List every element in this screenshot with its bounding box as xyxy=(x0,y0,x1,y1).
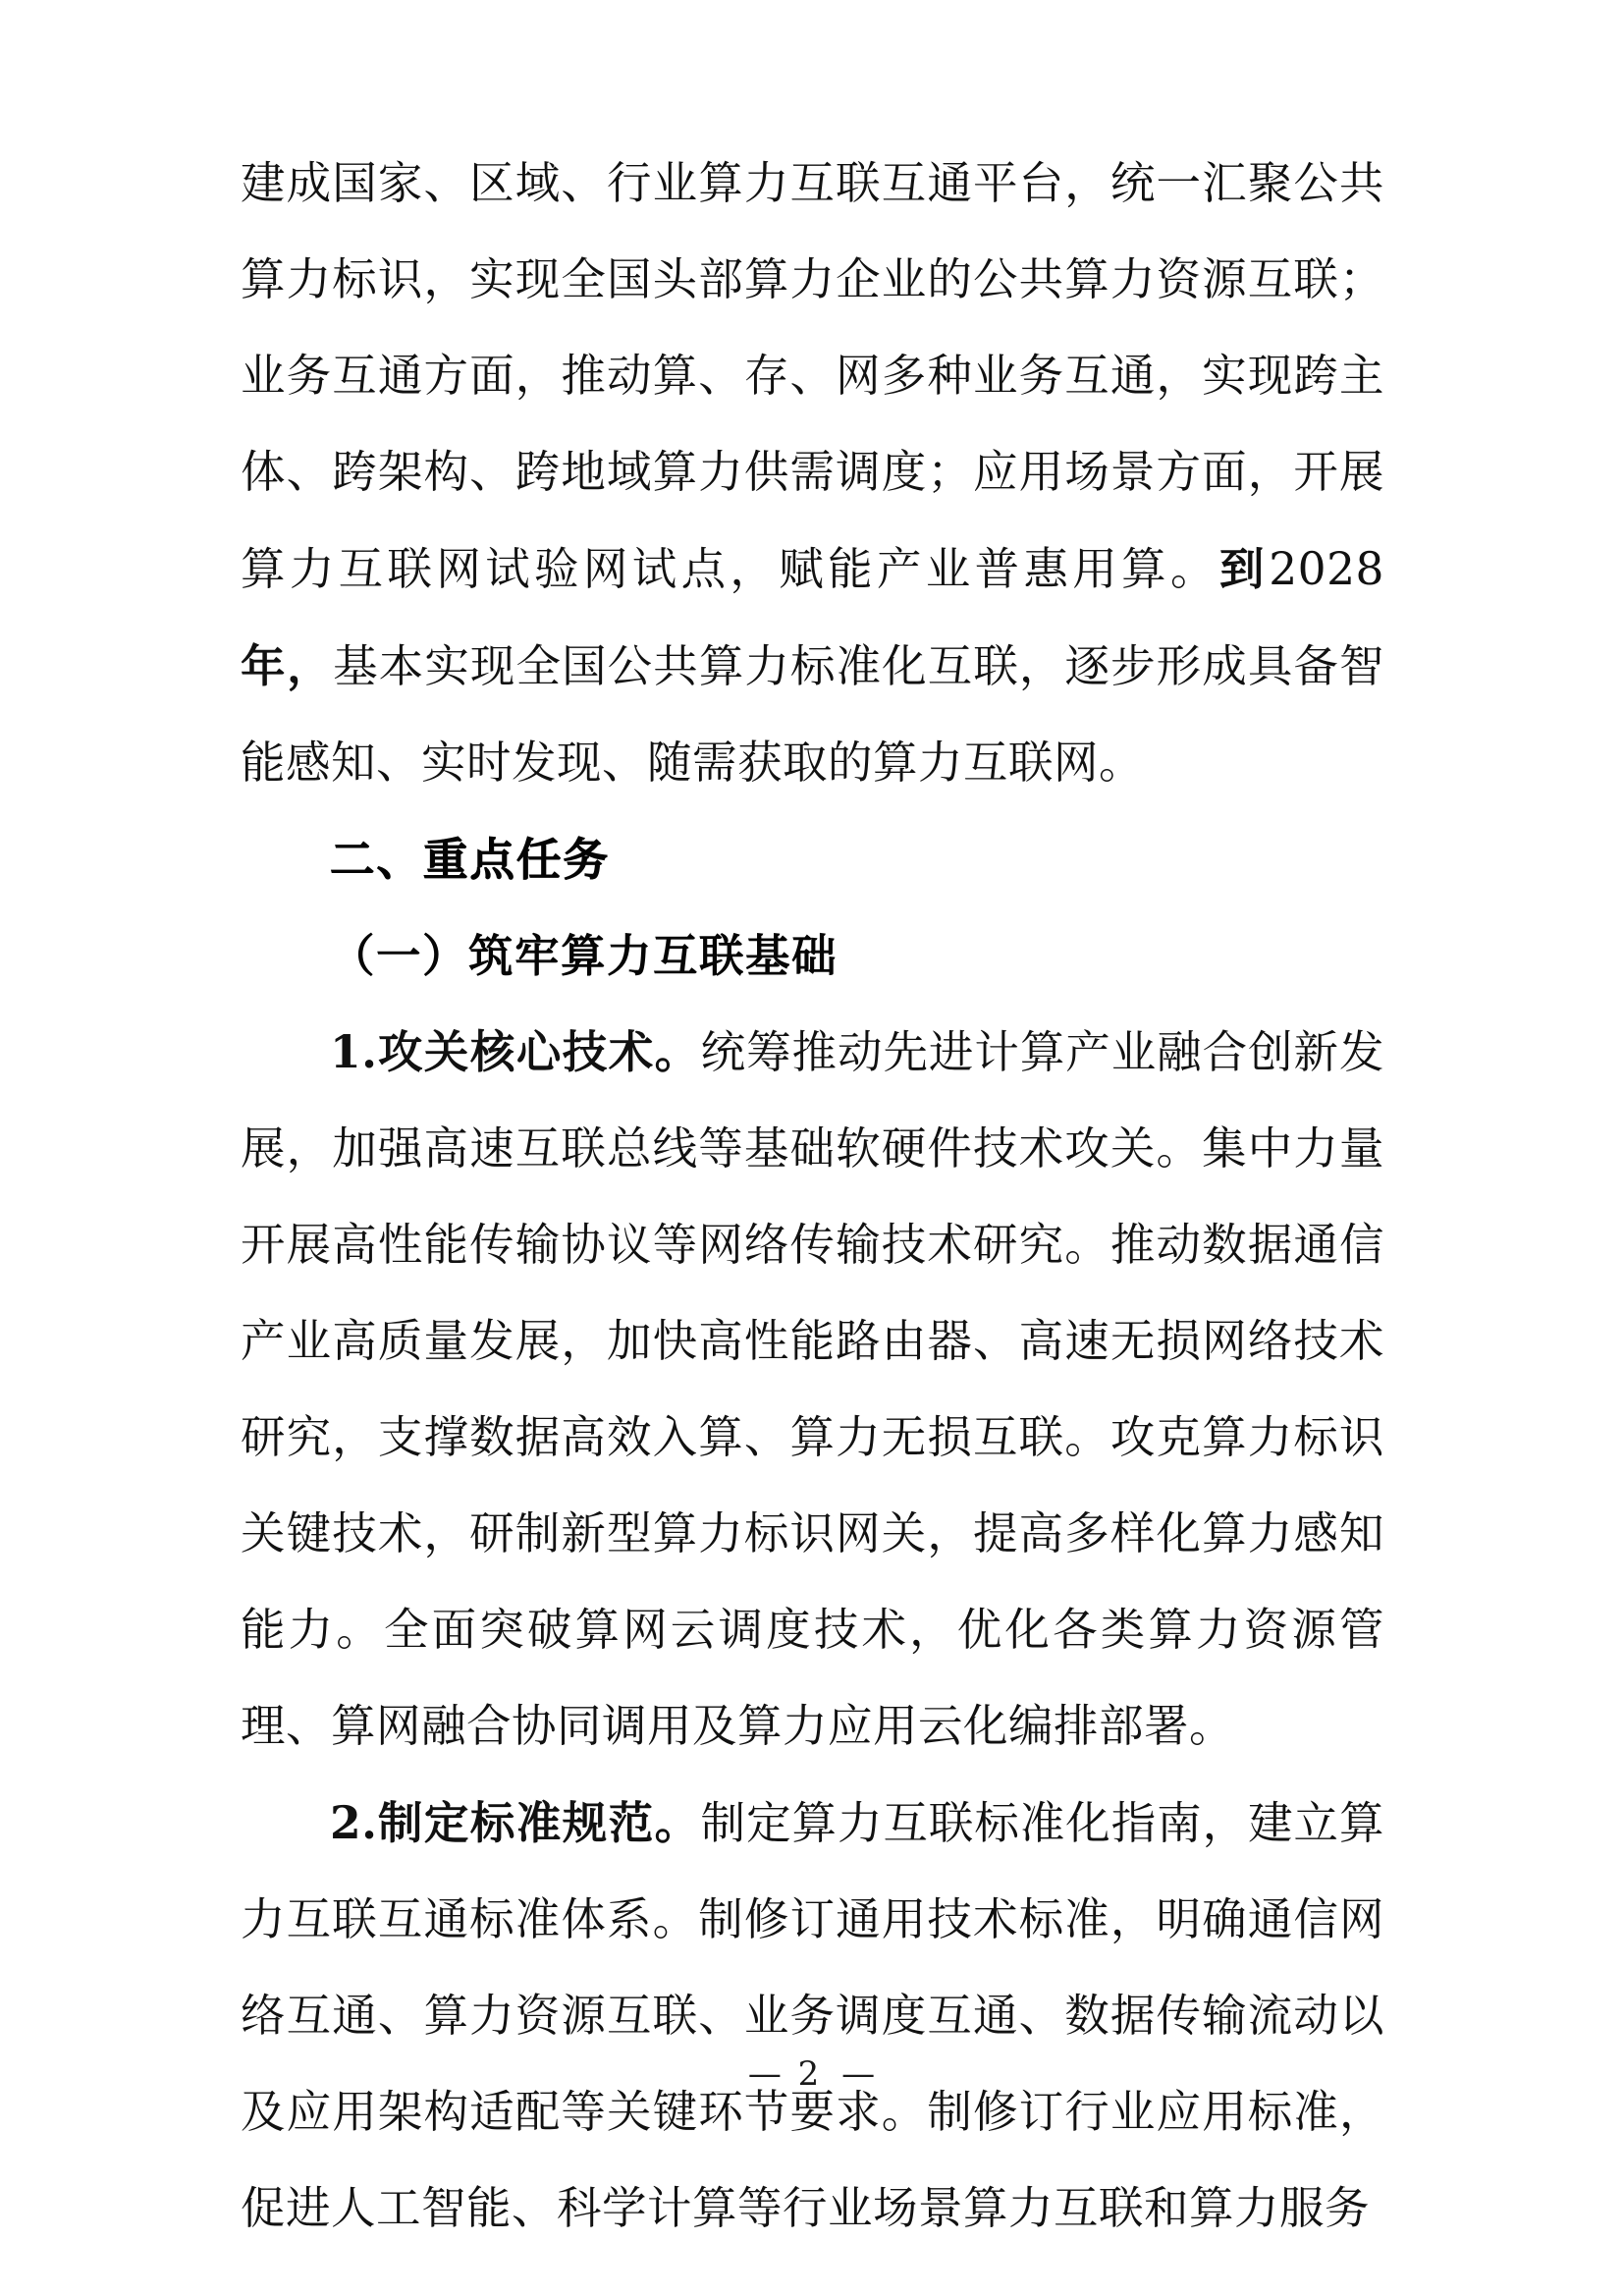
item-2-title: 制定标准规范。 xyxy=(377,1796,701,1849)
heading-section-two: 二、重点任务 xyxy=(330,833,611,886)
item-2-text: 制定算力互联标准化指南，建立算力互联互通标准体系。制修订通用技术标准，明确通信网络互通、算力资源互联、业务调度互通、数据传输流动以及应用架构适配等关键环节要求。制修订行业应用标准，促进人工智能、科学计算等行业场景算力互联和算力服务 xyxy=(241,1797,1384,2234)
paragraph-continued-part1: 建成国家、区域、行业算力互联互通平台，统一汇聚公共算力标识，实现全国头部算力企业的公共算力资源互联；业务互通方面，推动算、存、网多种业务互通，实现跨主体、跨架构、跨地域算力供需调度；应用场景方面，开展算力互联网试验网试点，赋能产业普惠用算。 xyxy=(241,157,1384,595)
item-1-number: 1. xyxy=(330,1025,378,1078)
paragraph-item-1 xyxy=(241,1004,1384,1775)
emphasis-deadline-year: 2028 xyxy=(1269,543,1384,595)
heading-subsection-one: （一）筑牢算力互联基础 xyxy=(330,929,839,982)
item-1-title: 攻关核心技术。 xyxy=(377,1025,701,1078)
paragraph-item-2 xyxy=(241,1775,1384,2257)
item-2-number: 2. xyxy=(330,1796,378,1849)
footer-page-number: 2 xyxy=(797,2054,826,2094)
footer-dash-left: — xyxy=(747,2054,782,2094)
emphasis-deadline-tail: 年， xyxy=(241,639,334,692)
emphasis-deadline-lead: 到 xyxy=(1218,542,1270,595)
page-footer xyxy=(0,2054,1623,2094)
document-body-column xyxy=(241,136,1384,2257)
paragraph-continued xyxy=(241,136,1384,811)
footer-dash-right: — xyxy=(841,2054,876,2094)
item-1-text: 统筹推动先进计算产业融合创新发展，加强高速互联总线等基础软硬件技术攻关。集中力量开展高性能传输协议等网络传输技术研究。推动数据通信产业高质量发展，加快高性能路由器、高速无损网络技术研究，支撑数据高效入算、算力无损互联。攻克算力标识关键技术，研制新型算力标识网关，提高多样化算力感知能力。全面突破算网云调度技术，优化各类算力资源管理、算网融合协同调用及算力应用云化编排部署。 xyxy=(241,1026,1384,1752)
paragraph-continued-part2: 基本实现全国公共算力标准化互联，逐步形成具备智能感知、实时发现、随需获取的算力互联网。 xyxy=(241,640,1384,789)
